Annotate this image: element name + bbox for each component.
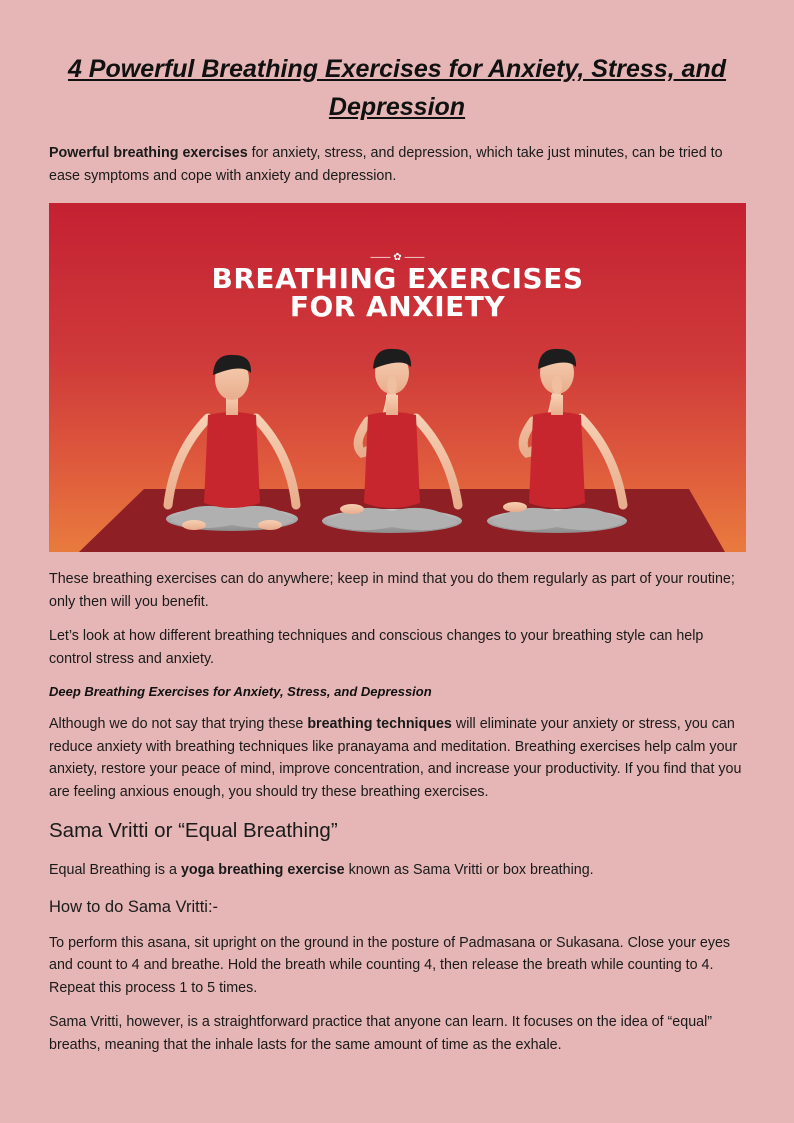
para4-before: Equal Breathing is a	[49, 862, 181, 878]
paragraph-equal-breathing	[49, 859, 745, 882]
paragraph-summary: Sama Vritti, however, is a straightforward practice that anyone can learn. It focuses on the idea of “equal” breaths, meaning that the inhale lasts for the same amount of time as the exhale.	[49, 1014, 713, 1053]
para4-after: known as Sama Vritti or box breathing.	[344, 862, 594, 878]
intro-paragraph	[49, 142, 745, 187]
intro-bold-phrase: Powerful breathing exercises	[49, 145, 248, 161]
subheading-deep-breathing: Deep Breathing Exercises for Anxiety, Stress, and Depression	[49, 684, 432, 699]
how-to-heading: How to do Sama Vritti:-	[49, 897, 219, 916]
lotus-ornament-icon: —— ✿ ——	[370, 252, 425, 263]
para4-bold: yoga breathing exercise	[180, 862, 345, 878]
hero-heading-line-1: BREATHING EXERCISES	[211, 262, 584, 295]
section-heading-sama-vritti: Sama Vritti or “Equal Breathing”	[49, 819, 338, 842]
hero-heading	[49, 262, 746, 323]
hero-heading-line-2: FOR ANXIETY	[289, 290, 506, 323]
para3-after: will eliminate your anxiety or stress, you can reduce anxiety with breathing techniques like pranayama and meditation. Breathing exercises help calm your anxiety, restore your peace of mind, improve concentration, and increase your productivity. If you find that you are feeling anxious enough, you should try these breathing exercises.	[49, 716, 742, 800]
paragraph-techniques: Let’s look at how different breathing techniques and conscious changes to your breathing style can help control stress and anxiety.	[49, 628, 704, 667]
hero-image	[49, 203, 746, 552]
paragraph-instructions: To perform this asana, sit upright on the ground in the posture of Padmasana or Sukasana. Close your eyes and count to 4 and breathe. Hold the breath while counting 4, then release the breath while counting to 4. Repeat this process 1 to 5 times.	[49, 934, 731, 996]
paragraph-routine: These breathing exercises can do anywhere; keep in mind that you do them regularly as part of your routine; only then will you benefit.	[49, 571, 735, 610]
para3-bold: breathing techniques	[307, 716, 452, 732]
page-title: 4 Powerful Breathing Exercises for Anxiety, Stress, and Depression	[67, 55, 727, 121]
paragraph-anxiety	[49, 713, 745, 803]
intro-text: for anxiety, stress, and depression, which take just minutes, can be tried to ease symptoms and cope with anxiety and depression.	[49, 145, 723, 184]
para3-before: Although we do not say that trying these	[49, 716, 308, 732]
